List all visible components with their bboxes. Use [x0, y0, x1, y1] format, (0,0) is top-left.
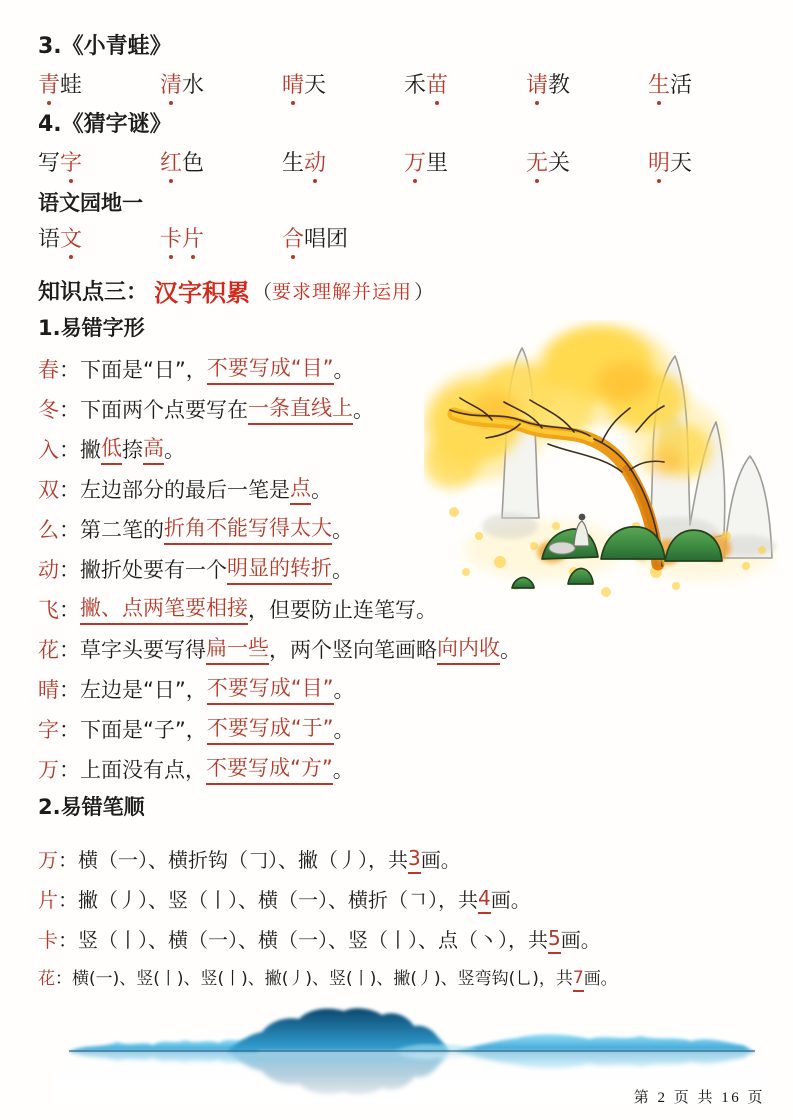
- note-line: [38, 630, 773, 670]
- page-footer: 第 2 页 共 16 页: [633, 1090, 765, 1106]
- note-line: [38, 670, 773, 710]
- text-segment: 教: [548, 73, 571, 98]
- note-line: [38, 390, 773, 430]
- vocab-word: [648, 72, 692, 100]
- vocab-word: [282, 226, 348, 254]
- vocab-word: [282, 72, 404, 100]
- text-segment: 。: [332, 517, 353, 542]
- knowledge-point-heading: [38, 266, 773, 314]
- text-segment: 。: [353, 397, 374, 422]
- text-segment: 活: [670, 73, 693, 98]
- highlighted-char: 点: [290, 475, 311, 504]
- text-segment: ：: [59, 597, 80, 622]
- highlighted-char: 明显的转折: [227, 555, 332, 584]
- text-segment: 蛙: [60, 73, 83, 98]
- highlighted-char: 清: [160, 73, 183, 98]
- text-segment: 唱团: [304, 227, 349, 252]
- text-segment: 天: [304, 73, 327, 98]
- text-segment: 。: [333, 677, 355, 702]
- text-segment: 画。: [490, 887, 531, 912]
- text-segment: 。: [164, 437, 185, 462]
- note-head-char: 花: [38, 637, 59, 662]
- vocab-word: [38, 72, 160, 100]
- text-segment: 关: [548, 151, 571, 176]
- vocab-word: [526, 72, 648, 100]
- note-line: [38, 750, 773, 790]
- highlighted-char: 字: [60, 151, 83, 176]
- highlighted-char: 撇、点两笔要相接: [80, 595, 248, 624]
- vocab-word: [404, 150, 526, 178]
- vocab-word: [160, 150, 282, 178]
- note-line: [38, 960, 773, 1000]
- note-head-char: 春: [38, 357, 59, 382]
- lesson4-title: 4.《猜字谜》: [38, 112, 172, 137]
- text-segment: 画。: [560, 927, 601, 952]
- knowledge-point-note: 要求理解并运用: [272, 280, 413, 303]
- note-line: [38, 430, 773, 470]
- highlighted-char: 片: [182, 227, 205, 252]
- knowledge-point-title: 汉字积累: [154, 278, 251, 307]
- text-segment: 画。: [420, 847, 461, 872]
- highlighted-char: 向内收: [437, 635, 500, 664]
- text-segment: ：横(一)、竖(丨)、竖(丨)、撇(丿)、竖(丨)、撇(丿)、竖弯钩(乚)，共: [55, 969, 573, 990]
- text-segment: 捺: [122, 437, 143, 462]
- note-head-char: 片: [38, 887, 58, 912]
- text-segment: ：上面没有点，: [59, 757, 206, 782]
- highlighted-char: 苗: [426, 73, 449, 98]
- highlighted-char: 不要写成“目”: [207, 675, 334, 704]
- note-line: [38, 880, 773, 920]
- highlighted-char: 不要写成“目”: [207, 355, 334, 384]
- note-line: [38, 840, 773, 880]
- vocab-row-garden: [38, 226, 773, 266]
- text-segment: 天: [670, 151, 693, 176]
- note-head-char: 花: [38, 969, 55, 990]
- note-head-char: 万: [38, 757, 59, 782]
- text-segment: 生: [282, 151, 305, 176]
- text-segment: 色: [182, 151, 205, 176]
- note-line: [38, 710, 773, 750]
- text-segment: ：第二笔的: [59, 517, 164, 542]
- text-segment: ：横（一）、横折钩（𠃌）、撇（丿），共: [58, 847, 408, 872]
- highlighted-char: 明: [648, 151, 671, 176]
- note-line: [38, 510, 773, 550]
- vocab-word: [404, 72, 526, 100]
- highlighted-char: 7: [573, 968, 584, 992]
- note-head-char: 飞: [38, 597, 59, 622]
- highlighted-char: 不要写成“方”: [206, 755, 333, 784]
- highlighted-char: 低: [101, 435, 122, 464]
- note-line: [38, 350, 773, 390]
- highlighted-char: 生: [648, 73, 671, 98]
- highlighted-char: 青: [38, 73, 61, 98]
- vocab-word: [160, 72, 282, 100]
- note-head-char: 字: [38, 717, 59, 742]
- vocab-row-lesson4: [38, 150, 773, 190]
- text-segment: ：竖（丨）、横（一）、横（一）、竖（丨）、点（丶），共: [58, 927, 548, 952]
- note-head-char: 冬: [38, 397, 59, 422]
- note-close-paren: ）: [414, 279, 435, 304]
- highlighted-char: 一条直线上: [248, 395, 353, 424]
- text-segment: ，两个竖向笔画略: [269, 637, 437, 662]
- highlighted-char: 高: [143, 435, 164, 464]
- note-head-char: 双: [38, 477, 59, 502]
- text-segment: 写: [38, 151, 61, 176]
- text-segment: ：草字头要写得: [59, 637, 206, 662]
- text-segment: ：下面两个点要写在: [59, 397, 248, 422]
- text-segment: ：下面是“子”，: [59, 717, 207, 742]
- text-segment: ：左边部分的最后一笔是: [59, 477, 290, 502]
- shape-notes-list: [38, 350, 773, 790]
- vocab-word: [38, 150, 160, 178]
- text-segment: 里: [426, 151, 449, 176]
- text-segment: ：下面是“日”，: [59, 357, 207, 382]
- text-segment: 禾: [404, 73, 427, 98]
- note-head-char: 动: [38, 557, 59, 582]
- highlighted-char: 红: [160, 151, 183, 176]
- subheading-shape-errors: 1.易错字形: [38, 316, 145, 340]
- text-segment: ：左边是“日”，: [59, 677, 207, 702]
- text-segment: 。: [500, 637, 521, 662]
- note-head-char: 卡: [38, 927, 58, 952]
- note-line: [38, 590, 773, 630]
- text-segment: 语: [38, 227, 61, 252]
- highlighted-char: 3: [408, 846, 421, 874]
- highlighted-char: 扁一些: [206, 635, 269, 664]
- highlighted-char: 不要写成“于”: [207, 715, 334, 744]
- text-segment: ，但要防止连笔写。: [248, 597, 437, 622]
- vocab-word: [526, 150, 648, 178]
- text-segment: 。: [332, 557, 353, 582]
- text-segment: ：撇折处要有一个: [59, 557, 227, 582]
- vocab-word: [38, 226, 160, 254]
- highlighted-char: 无: [526, 151, 549, 176]
- highlighted-char: 卡: [160, 227, 183, 252]
- vocab-row-lesson3: [38, 72, 773, 112]
- vocab-word: [648, 150, 692, 178]
- text-segment: ：撇（丿）、竖（丨）、横（一）、横折（𠃍），共: [58, 887, 478, 912]
- note-line: [38, 920, 773, 960]
- note-open-paren: （: [252, 279, 273, 304]
- highlighted-char: 晴: [282, 73, 305, 98]
- highlighted-char: 动: [304, 151, 327, 176]
- note-line: [38, 470, 773, 510]
- text-segment: ：撇: [59, 437, 101, 462]
- text-segment: 。: [333, 357, 355, 382]
- text-segment: 。: [311, 477, 332, 502]
- subheading-stroke-order: 2.易错笔顺: [38, 795, 145, 819]
- highlighted-char: 合: [282, 227, 305, 252]
- text-segment: 水: [182, 73, 205, 98]
- note-line: [38, 550, 773, 590]
- knowledge-point-label: 知识点三：: [38, 279, 149, 305]
- highlighted-char: 折角不能写得太大: [164, 515, 332, 544]
- text-segment: 。: [332, 757, 354, 782]
- garden-title: 语文园地一: [38, 191, 143, 215]
- lesson3-title: 3.《小青蛙》: [38, 34, 172, 59]
- stroke-notes-list: [38, 840, 773, 1000]
- note-head-char: 么: [38, 517, 59, 542]
- text-segment: 画。: [583, 969, 618, 990]
- note-head-char: 晴: [38, 677, 59, 702]
- note-head-char: 入: [38, 437, 59, 462]
- note-head-char: 万: [38, 847, 58, 872]
- vocab-word: [160, 226, 282, 254]
- vocab-word: [282, 150, 404, 178]
- highlighted-char: 4: [478, 886, 491, 914]
- highlighted-char: 万: [404, 151, 427, 176]
- highlighted-char: 文: [60, 227, 83, 252]
- text-segment: 。: [333, 717, 355, 742]
- highlighted-char: 5: [548, 926, 561, 954]
- highlighted-char: 请: [526, 73, 549, 98]
